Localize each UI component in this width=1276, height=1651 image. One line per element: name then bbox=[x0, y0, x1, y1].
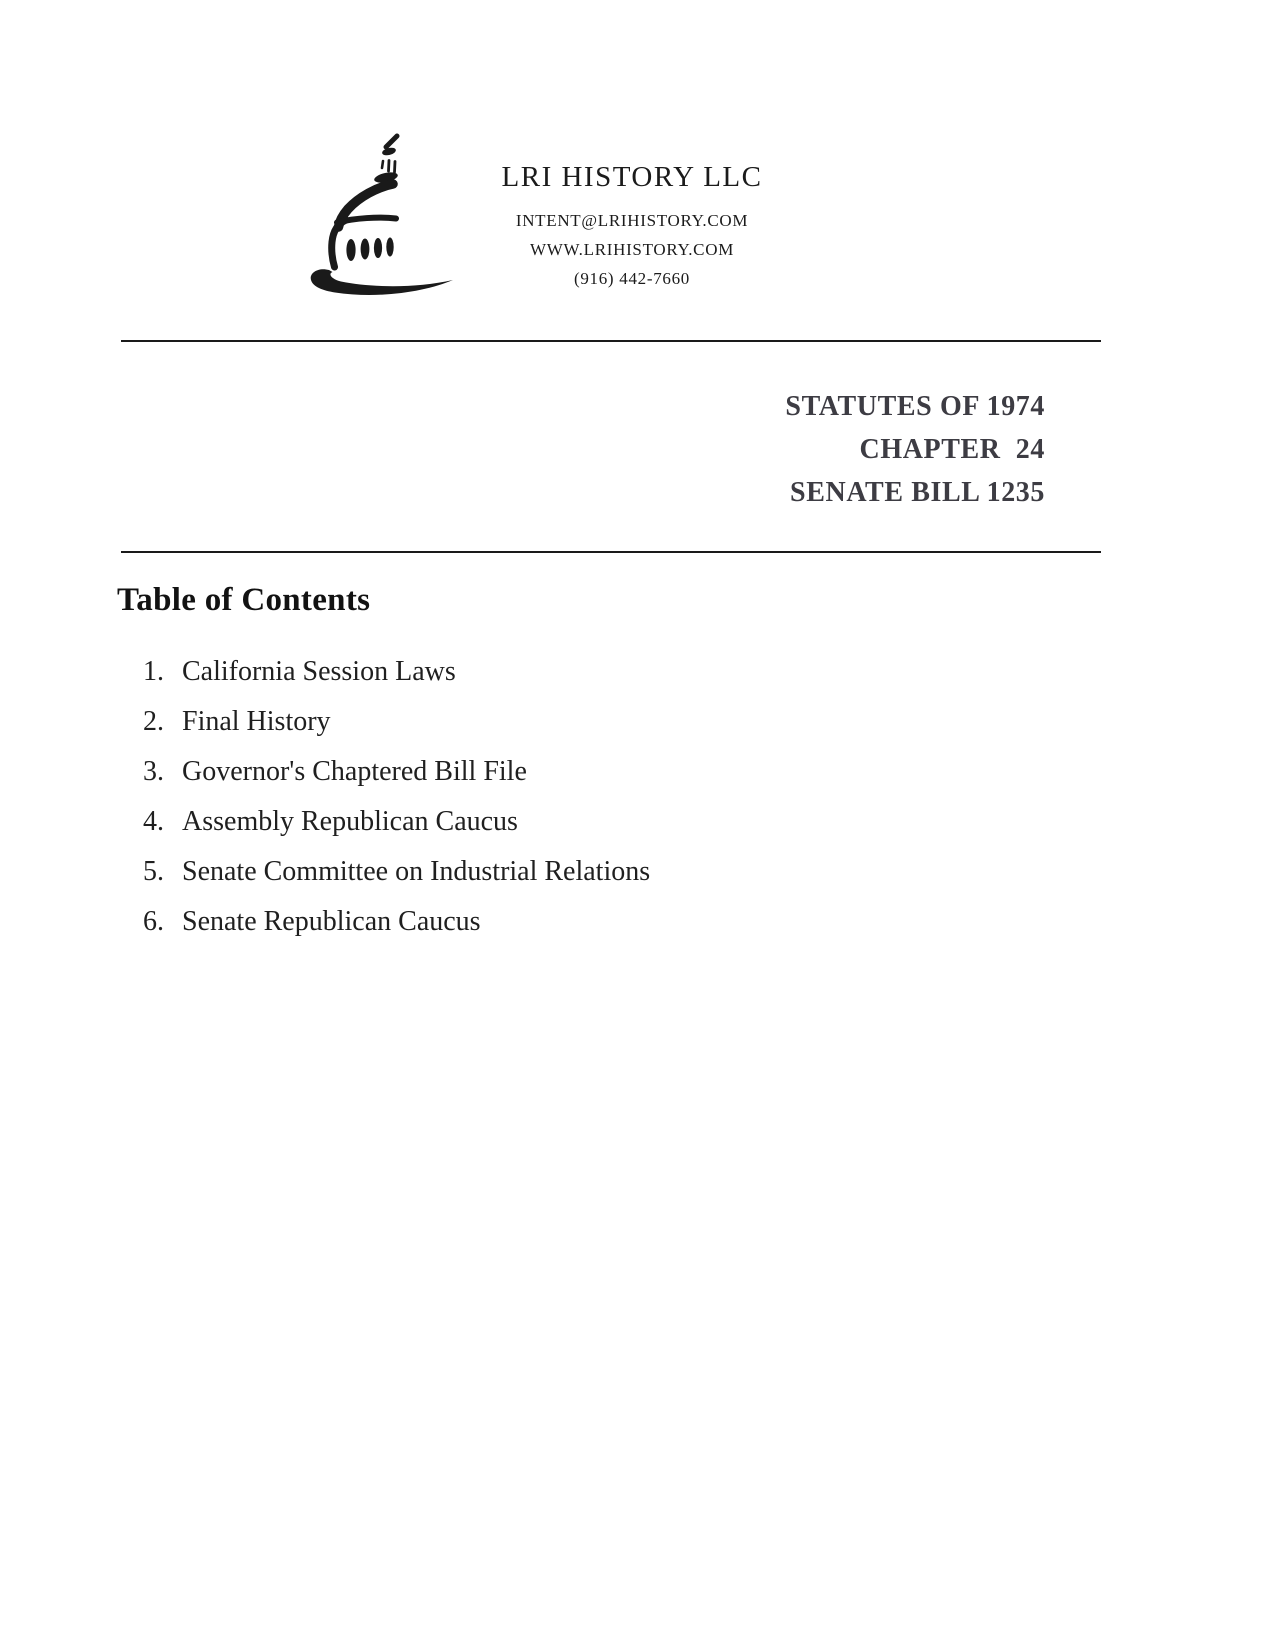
toc-item-number: 5. bbox=[143, 856, 164, 887]
statutes-line: STATUTES OF 1974 bbox=[785, 391, 1045, 422]
toc-item bbox=[143, 897, 1043, 947]
bill-reference-block bbox=[500, 385, 1045, 514]
toc-item-number: 6. bbox=[143, 906, 164, 937]
toc-item-label: Senate Committee on Industrial Relations bbox=[182, 856, 651, 887]
toc-item-label: Governor's Chaptered Bill File bbox=[182, 756, 527, 787]
toc-item bbox=[143, 747, 1043, 797]
toc-heading: Table of Contents bbox=[117, 582, 371, 618]
toc-item-number: 3. bbox=[143, 756, 164, 787]
phone-text: (916) 442-7660 bbox=[573, 269, 691, 288]
toc-item bbox=[143, 647, 1043, 697]
capitol-dome-logo-icon bbox=[293, 126, 461, 298]
toc-item-number: 2. bbox=[143, 706, 164, 737]
contact-block bbox=[449, 206, 815, 293]
toc-item-label: Senate Republican Caucus bbox=[182, 906, 481, 937]
toc-item-number: 4. bbox=[143, 806, 164, 837]
bottom-divider bbox=[121, 551, 1101, 553]
toc-item-label: Assembly Republican Caucus bbox=[182, 806, 518, 837]
toc-item-number: 1. bbox=[143, 656, 164, 687]
letterhead bbox=[449, 160, 815, 293]
toc-item-label: California Session Laws bbox=[182, 656, 456, 687]
chapter-line: CHAPTER 24 bbox=[859, 434, 1045, 465]
email-text: INTENT@LRIHISTORY.COM bbox=[515, 211, 749, 230]
toc-list bbox=[143, 647, 1043, 947]
toc-item bbox=[143, 847, 1043, 897]
senate-bill-line: SENATE BILL 1235 bbox=[790, 477, 1045, 508]
website-text: WWW.LRIHISTORY.COM bbox=[529, 240, 735, 259]
company-name: LRI HISTORY LLC bbox=[501, 161, 763, 193]
top-divider bbox=[121, 340, 1101, 342]
toc-item bbox=[143, 797, 1043, 847]
toc-item-label: Final History bbox=[182, 706, 331, 737]
toc-item bbox=[143, 697, 1043, 747]
